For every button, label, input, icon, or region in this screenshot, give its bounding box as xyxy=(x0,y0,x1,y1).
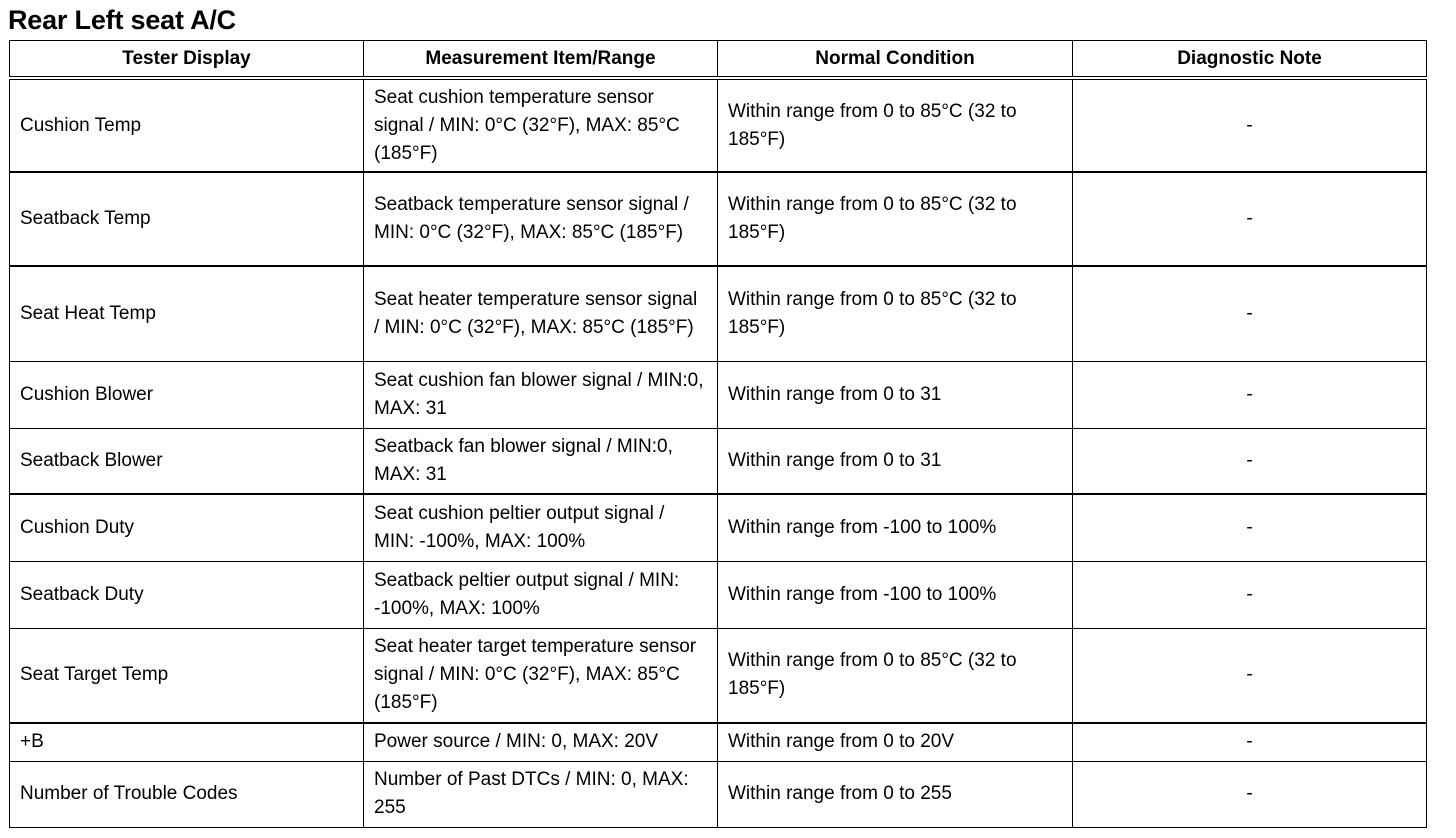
table-row xyxy=(10,761,1427,827)
cell-tester-display: Seatback Blower xyxy=(10,428,364,494)
cell-tester-display: +B xyxy=(10,723,364,761)
cell-normal-condition: Within range from 0 to 85°C (32 to 185°F) xyxy=(718,266,1073,361)
cell-tester-display: Cushion Blower xyxy=(10,361,364,428)
cell-diagnostic-note: - xyxy=(1073,361,1427,428)
cell-measurement: Seat cushion peltier output signal / MIN: -100%, MAX: 100% xyxy=(364,494,718,561)
table-row xyxy=(10,561,1427,628)
cell-tester-display: Cushion Duty xyxy=(10,494,364,561)
table-row xyxy=(10,494,1427,561)
cell-normal-condition: Within range from 0 to 85°C (32 to 185°F) xyxy=(718,78,1073,172)
cell-normal-condition: Within range from 0 to 255 xyxy=(718,761,1073,827)
cell-diagnostic-note: - xyxy=(1073,761,1427,827)
table-row xyxy=(10,428,1427,494)
cell-normal-condition: Within range from -100 to 100% xyxy=(718,561,1073,628)
cell-measurement: Seatback peltier output signal / MIN: -100%, MAX: 100% xyxy=(364,561,718,628)
cell-tester-display: Seatback Temp xyxy=(10,172,364,266)
header-measurement-item: Measurement Item/Range xyxy=(364,41,718,79)
cell-normal-condition: Within range from 0 to 85°C (32 to 185°F) xyxy=(718,172,1073,266)
cell-measurement: Power source / MIN: 0, MAX: 20V xyxy=(364,723,718,761)
table-row xyxy=(10,172,1427,266)
header-normal-condition: Normal Condition xyxy=(718,41,1073,79)
cell-normal-condition: Within range from 0 to 31 xyxy=(718,428,1073,494)
cell-diagnostic-note: - xyxy=(1073,428,1427,494)
cell-diagnostic-note: - xyxy=(1073,172,1427,266)
cell-measurement: Seat heater temperature sensor signal / MIN: 0°C (32°F), MAX: 85°C (185°F) xyxy=(364,266,718,361)
cell-tester-display: Cushion Temp xyxy=(10,78,364,172)
cell-diagnostic-note: - xyxy=(1073,723,1427,761)
cell-normal-condition: Within range from 0 to 31 xyxy=(718,361,1073,428)
cell-measurement: Number of Past DTCs / MIN: 0, MAX: 255 xyxy=(364,761,718,827)
cell-diagnostic-note: - xyxy=(1073,561,1427,628)
data-list-table xyxy=(9,40,1427,828)
table-row xyxy=(10,361,1427,428)
cell-tester-display: Seat Heat Temp xyxy=(10,266,364,361)
page-title: Rear Left seat A/C xyxy=(8,5,236,35)
cell-normal-condition: Within range from 0 to 20V xyxy=(718,723,1073,761)
cell-diagnostic-note: - xyxy=(1073,78,1427,172)
cell-measurement: Seat heater target temperature sensor signal / MIN: 0°C (32°F), MAX: 85°C (185°F) xyxy=(364,628,718,723)
table-row xyxy=(10,266,1427,361)
cell-diagnostic-note: - xyxy=(1073,628,1427,723)
cell-tester-display: Number of Trouble Codes xyxy=(10,761,364,827)
cell-diagnostic-note: - xyxy=(1073,266,1427,361)
cell-diagnostic-note: - xyxy=(1073,494,1427,561)
cell-measurement: Seat cushion temperature sensor signal / MIN: 0°C (32°F), MAX: 85°C (185°F) xyxy=(364,78,718,172)
cell-tester-display: Seat Target Temp xyxy=(10,628,364,723)
table-row xyxy=(10,78,1427,172)
cell-tester-display: Seatback Duty xyxy=(10,561,364,628)
table-header-row xyxy=(10,41,1427,79)
table-row xyxy=(10,723,1427,761)
header-diagnostic-note: Diagnostic Note xyxy=(1073,41,1427,79)
cell-measurement: Seat cushion fan blower signal / MIN:0, MAX: 31 xyxy=(364,361,718,428)
header-tester-display: Tester Display xyxy=(10,41,364,79)
cell-normal-condition: Within range from 0 to 85°C (32 to 185°F) xyxy=(718,628,1073,723)
cell-normal-condition: Within range from -100 to 100% xyxy=(718,494,1073,561)
table-row xyxy=(10,628,1427,723)
cell-measurement: Seatback temperature sensor signal / MIN: 0°C (32°F), MAX: 85°C (185°F) xyxy=(364,172,718,266)
cell-measurement: Seatback fan blower signal / MIN:0, MAX: 31 xyxy=(364,428,718,494)
